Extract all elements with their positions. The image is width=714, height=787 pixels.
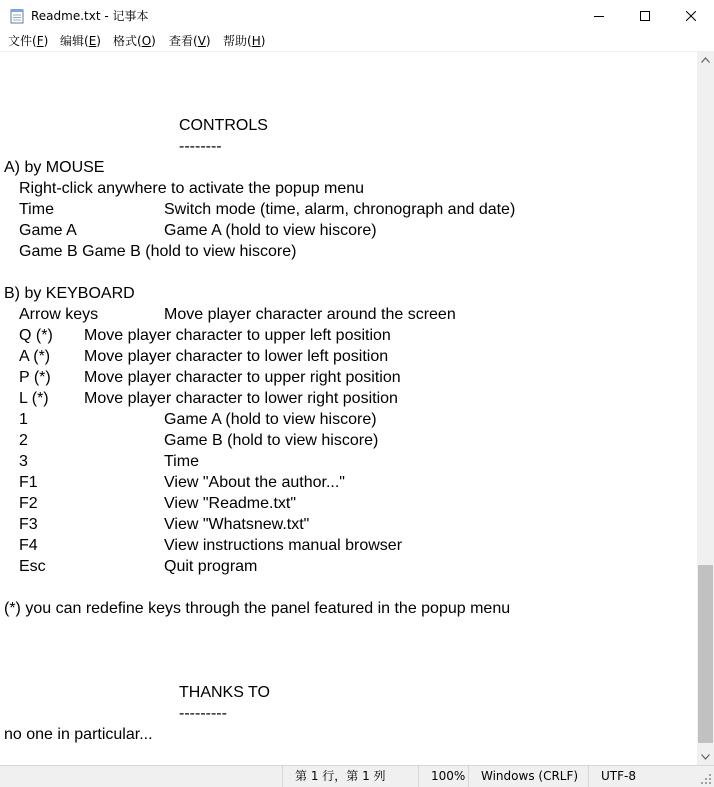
key-2: 2 [19, 432, 28, 449]
menu-view-label: 查看( [169, 34, 198, 48]
menu-format-paren: ) [151, 34, 156, 48]
scroll-thumb[interactable] [698, 565, 713, 743]
keyboard-heading: B) by KEYBOARD [4, 285, 135, 302]
status-bar [0, 765, 714, 787]
title-bar[interactable] [0, 0, 714, 31]
menu-edit-paren: ) [96, 34, 101, 48]
menu-bar [0, 31, 714, 51]
redefine-note: (*) you can redefine keys through the panel featured in the popup menu [4, 600, 511, 617]
desc-p: Move player character to upper right position [84, 369, 401, 386]
key-arrow-keys: Arrow keys [19, 306, 99, 323]
thanks-text: no one in particular... [4, 726, 153, 743]
controls-heading: CONTROLS [179, 117, 268, 134]
menu-file[interactable] [8, 33, 48, 49]
mouse-desc-game-a: Game A (hold to view hiscore) [164, 222, 377, 239]
desc-3: Time [164, 453, 199, 470]
menu-edit-accel: E [88, 34, 97, 48]
status-encoding: UTF-8 [588, 766, 698, 787]
thanks-heading: THANKS TO [179, 684, 270, 701]
key-l: L (*) [19, 390, 49, 407]
thanks-rule: --------- [179, 705, 227, 722]
notepad-icon [10, 8, 24, 24]
menu-file-accel: F [36, 34, 44, 48]
text-editor[interactable] [0, 51, 697, 765]
mouse-key-game-a: Game A [19, 222, 77, 239]
desc-1: Game A (hold to view hiscore) [164, 411, 377, 428]
status-zoom: 100% [418, 766, 468, 787]
close-icon [686, 11, 696, 21]
key-f4: F4 [19, 537, 38, 554]
scroll-up-button[interactable] [697, 51, 714, 68]
desc-2: Game B (hold to view hiscore) [164, 432, 379, 449]
minimize-button[interactable] [576, 0, 622, 31]
desc-f1: View "About the author..." [164, 474, 345, 491]
key-a: A (*) [19, 348, 51, 365]
menu-format-label: 格式( [113, 34, 142, 48]
mouse-desc-time: Switch mode (time, alarm, chronograph and date) [164, 201, 516, 218]
close-button[interactable] [668, 0, 714, 31]
desc-a: Move player character to lower left position [84, 348, 389, 365]
desc-f3: View "Whatsnew.txt" [164, 516, 310, 533]
desc-esc: Quit program [164, 558, 258, 575]
desc-arrow-keys: Move player character around the screen [164, 306, 456, 323]
minimize-icon [594, 11, 604, 21]
menu-file-label: 文件( [8, 34, 37, 48]
menu-view-accel: V [197, 34, 206, 48]
status-cursor-position: 第 1 行，第 1 列 [282, 766, 418, 787]
chevron-up-icon [701, 57, 710, 63]
mouse-intro: Right-click anywhere to activate the popup menu [19, 180, 365, 197]
key-f1: F1 [19, 474, 38, 491]
mouse-key-time: Time [19, 201, 54, 218]
menu-help[interactable] [223, 33, 265, 49]
key-p: P (*) [19, 369, 51, 386]
key-1: 1 [19, 411, 28, 428]
menu-help-label: 帮助( [223, 34, 252, 48]
controls-rule: -------- [179, 138, 222, 155]
desc-f2: View "Readme.txt" [164, 495, 297, 512]
key-q: Q (*) [19, 327, 53, 344]
key-f3: F3 [19, 516, 38, 533]
key-esc: Esc [19, 558, 46, 575]
menu-edit[interactable] [60, 33, 101, 49]
key-3: 3 [19, 453, 28, 470]
scroll-down-button[interactable] [697, 748, 714, 765]
mouse-game-b: Game B Game B (hold to view hiscore) [19, 243, 297, 260]
menu-view[interactable] [169, 33, 211, 49]
chevron-down-icon [701, 754, 710, 760]
menu-edit-label: 编辑( [60, 34, 89, 48]
key-f2: F2 [19, 495, 38, 512]
vertical-scrollbar[interactable] [697, 51, 714, 765]
desc-q: Move player character to upper left position [84, 327, 391, 344]
menu-file-paren: ) [43, 34, 49, 48]
menu-format[interactable] [113, 33, 156, 49]
mouse-heading: A) by MOUSE [4, 159, 105, 176]
desc-l: Move player character to lower right position [84, 390, 398, 407]
desc-f4: View instructions manual browser [164, 537, 403, 554]
menu-help-accel: H [251, 34, 261, 48]
window-title: Readme.txt - 记事本 [31, 9, 149, 23]
menu-view-paren: ) [205, 34, 211, 48]
menu-help-paren: ) [260, 34, 266, 48]
menu-format-accel: O [141, 34, 152, 48]
status-line-ending: Windows (CRLF) [468, 766, 588, 787]
maximize-button[interactable] [622, 0, 668, 31]
resize-grip-icon[interactable] [700, 773, 712, 785]
maximize-icon [640, 11, 650, 21]
